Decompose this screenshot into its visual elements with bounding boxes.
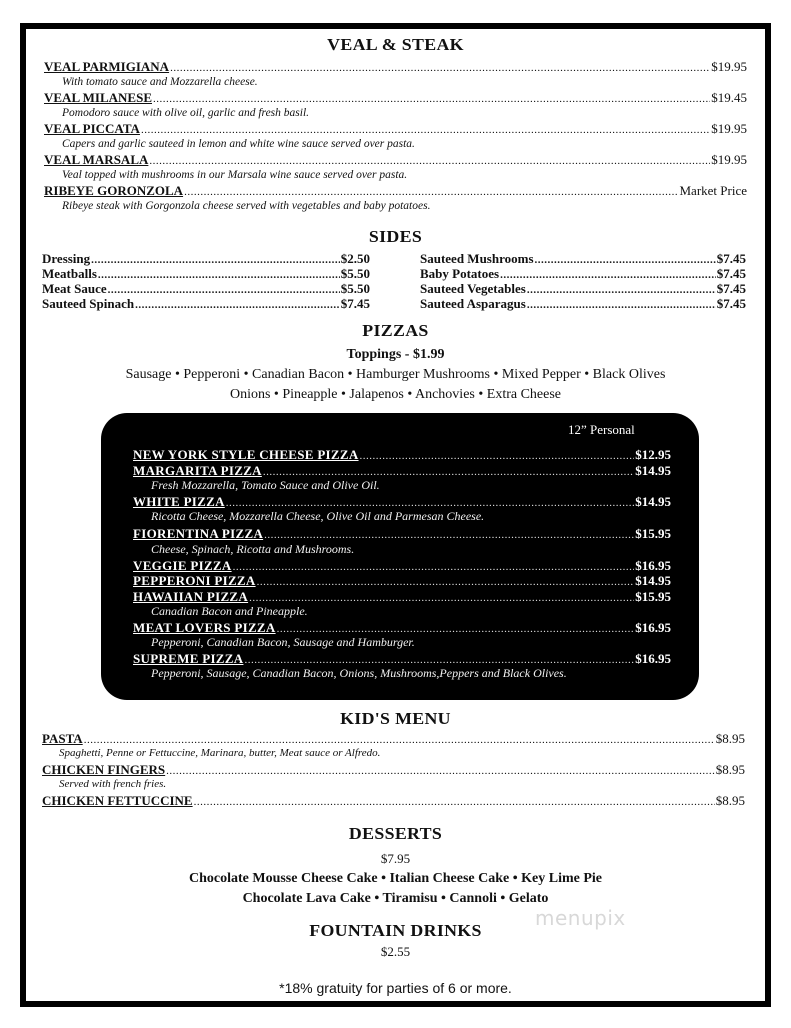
item-name: Dressing xyxy=(42,251,91,266)
item-name: FIORENTINA PIZZA xyxy=(133,526,264,541)
item-price: $8.95 xyxy=(715,762,745,777)
item-name: PEPPERONI PIZZA xyxy=(133,573,256,588)
item-price: $7.45 xyxy=(716,281,746,296)
toppings-label: Toppings - $1.99 xyxy=(346,347,445,362)
size-label: 12” Personal xyxy=(568,422,635,437)
menu-item xyxy=(44,90,747,107)
menu-item xyxy=(42,762,745,779)
item-price: $19.95 xyxy=(711,59,747,74)
menu-item xyxy=(42,793,745,810)
item-price: $7.45 xyxy=(716,296,746,311)
item-price: $8.95 xyxy=(715,793,745,808)
item-price: $19.95 xyxy=(711,121,747,136)
item-price: $14.95 xyxy=(635,573,671,588)
item-name: VEAL PARMIGIANA xyxy=(44,59,170,74)
desserts-list: Chocolate Lava Cake • Tiramisu • Cannoli • Gelato xyxy=(242,891,549,906)
pizza-item xyxy=(133,526,671,543)
item-name: VEGGIE PIZZA xyxy=(133,558,232,573)
toppings-list: Sausage • Pepperoni • Canadian Bacon • Hamburger Mushrooms • Mixed Pepper • Black Olives xyxy=(125,367,666,382)
item-price: $12.95 xyxy=(635,447,671,462)
item-price: $8.95 xyxy=(715,731,745,746)
item-price: $16.95 xyxy=(635,558,671,573)
item-description: Cheese, Spinach, Ricotta and Mushrooms. xyxy=(151,542,355,556)
leader-dots xyxy=(360,449,635,464)
item-description: Pepperoni, Canadian Bacon, Sausage and Hamburger. xyxy=(151,635,415,649)
leader-dots xyxy=(184,185,678,200)
section-title-sides: SIDES xyxy=(368,227,423,246)
item-price: $2.50 xyxy=(340,251,370,266)
item-description: Veal topped with mushrooms in our Marsala wine sauce served over pasta. xyxy=(62,169,408,181)
leader-dots xyxy=(170,61,710,76)
leader-dots xyxy=(166,764,715,779)
menu-item xyxy=(44,59,747,76)
menu-page xyxy=(20,23,771,1007)
item-price: $7.45 xyxy=(716,251,746,266)
item-description: Capers and garlic sauteed in lemon and white wine sauce served over pasta. xyxy=(62,138,415,150)
item-price: $16.95 xyxy=(635,651,671,666)
leader-dots xyxy=(264,528,634,543)
section-title-veal-steak: VEAL & STEAK xyxy=(327,35,464,54)
item-name: PASTA xyxy=(42,731,83,746)
item-price: $7.45 xyxy=(340,296,370,311)
gratuity-note: *18% gratuity for parties of 6 or more. xyxy=(279,980,512,996)
item-name: Meat Sauce xyxy=(42,281,107,296)
item-description: Canadian Bacon and Pineapple. xyxy=(151,604,308,618)
item-description: With tomato sauce and Mozzarella cheese. xyxy=(62,76,258,88)
section-title-desserts: DESSERTS xyxy=(348,824,443,843)
menu-item xyxy=(42,731,745,748)
item-name: Meatballs xyxy=(42,266,97,281)
toppings-list: Onions • Pineapple • Jalapenos • Anchovies • Extra Cheese xyxy=(229,387,562,402)
leader-dots xyxy=(257,575,635,590)
item-description: Spaghetti, Penne or Fettuccine, Marinara, butter, Meat sauce or Alfredo. xyxy=(59,747,381,759)
item-price: $14.95 xyxy=(635,494,671,509)
leader-dots xyxy=(141,123,710,138)
pizza-menu-box xyxy=(101,413,699,700)
item-name: WHITE PIZZA xyxy=(133,494,225,509)
item-name: RIBEYE GORONZOLA xyxy=(44,183,184,198)
leader-dots xyxy=(527,298,716,313)
drinks-price: $2.55 xyxy=(380,944,411,959)
item-name: NEW YORK STYLE CHEESE PIZZA xyxy=(133,447,359,462)
menu-item xyxy=(44,152,747,169)
item-price: $5.50 xyxy=(340,281,370,296)
item-name: Sauteed Vegetables xyxy=(420,281,526,296)
item-name: Sauteed Spinach xyxy=(42,296,135,311)
side-item xyxy=(42,296,370,313)
item-price: $5.50 xyxy=(340,266,370,281)
pizza-item xyxy=(133,447,671,464)
leader-dots xyxy=(153,92,710,107)
item-description: Pomodoro sauce with olive oil, garlic and fresh basil. xyxy=(62,107,310,119)
section-title-pizzas: PIZZAS xyxy=(362,321,429,340)
item-description: Ricotta Cheese, Mozzarella Cheese, Olive Oil and Parmesan Cheese. xyxy=(151,509,485,523)
leader-dots xyxy=(135,298,340,313)
desserts-price: $7.95 xyxy=(380,851,411,866)
leader-dots xyxy=(149,154,710,169)
item-name: VEAL MARSALA xyxy=(44,152,149,167)
item-name: CHICKEN FINGERS xyxy=(42,762,166,777)
item-description: Served with french fries. xyxy=(59,778,167,790)
item-name: Sauteed Asparagus xyxy=(420,296,526,311)
item-description: Ribeye steak with Gorgonzola cheese served with vegetables and baby potatoes. xyxy=(62,200,431,212)
item-price: Market Price xyxy=(679,183,747,198)
item-description: Fresh Mozzarella, Tomato Sauce and Olive Oil. xyxy=(151,478,380,492)
item-description: Pepperoni, Sausage, Canadian Bacon, Onions, Mushrooms,Peppers and Black Olives. xyxy=(151,666,567,680)
leader-dots xyxy=(84,733,715,748)
item-name: VEAL PICCATA xyxy=(44,121,140,136)
item-name: VEAL MILANESE xyxy=(44,90,152,105)
side-item xyxy=(420,296,746,313)
item-name: HAWAIIAN PIZZA xyxy=(133,589,249,604)
item-name: SUPREME PIZZA xyxy=(133,651,244,666)
item-price: $19.95 xyxy=(711,152,747,167)
leader-dots xyxy=(194,795,715,810)
item-price: $7.45 xyxy=(716,266,746,281)
item-name: MEAT LOVERS PIZZA xyxy=(133,620,276,635)
item-price: $14.95 xyxy=(635,463,671,478)
item-name: MARGARITA PIZZA xyxy=(133,463,262,478)
pizza-item xyxy=(133,573,671,590)
watermark-logo: menupix xyxy=(535,906,626,930)
item-price: $15.95 xyxy=(635,526,671,541)
item-name: Sauteed Mushrooms xyxy=(420,251,534,266)
item-price: $15.95 xyxy=(635,589,671,604)
menu-item xyxy=(44,121,747,138)
desserts-list: Chocolate Mousse Cheese Cake • Italian Cheese Cake • Key Lime Pie xyxy=(188,871,603,886)
item-price: $16.95 xyxy=(635,620,671,635)
section-title-kids-menu: KID'S MENU xyxy=(340,709,451,728)
item-name: Baby Potatoes xyxy=(420,266,500,281)
item-price: $19.45 xyxy=(711,90,747,105)
menu-item xyxy=(44,183,747,200)
item-name: CHICKEN FETTUCCINE xyxy=(42,793,193,808)
section-title-fountain-drinks: FOUNTAIN DRINKS xyxy=(309,921,482,940)
